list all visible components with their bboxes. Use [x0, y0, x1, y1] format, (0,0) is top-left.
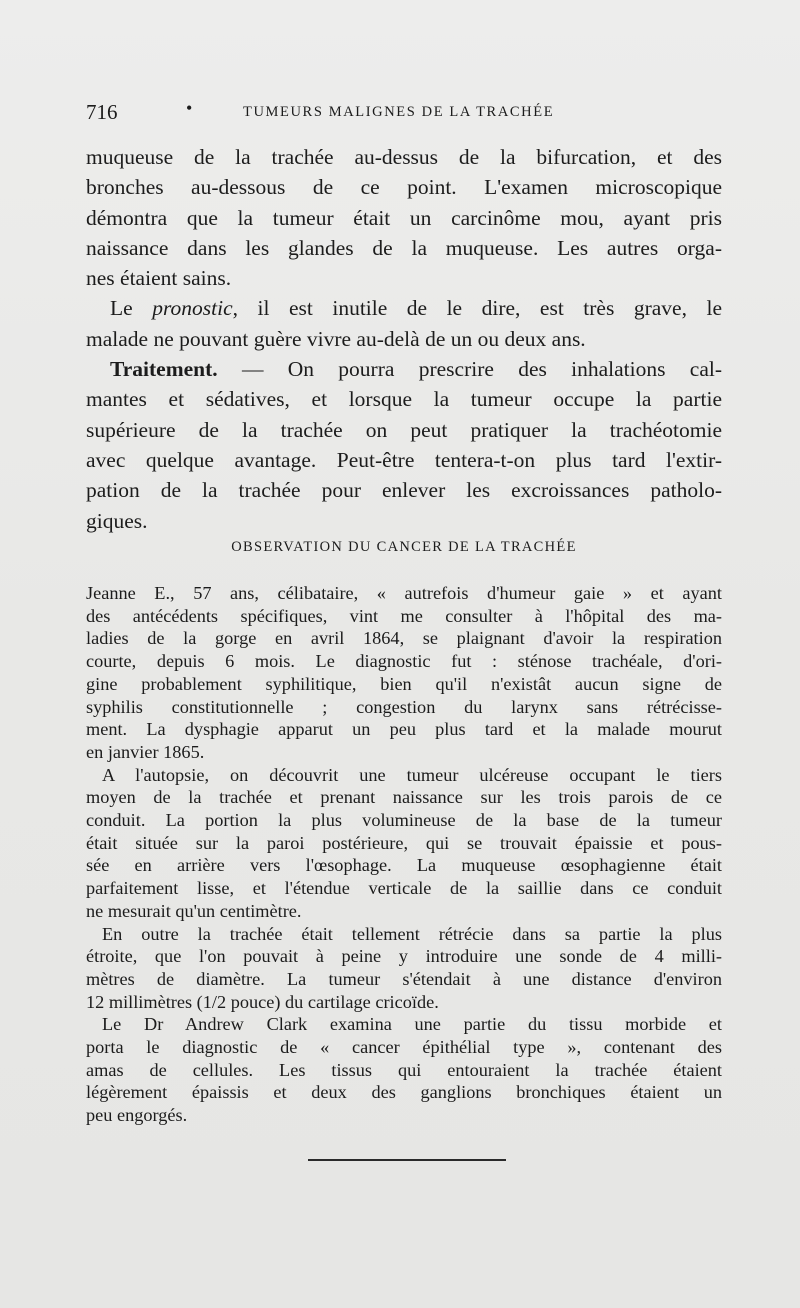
observation-title: OBSERVATION DU CANCER DE LA TRACHÉE	[231, 539, 577, 555]
text-line: était située sur la paroi postérieure, qui se trouvait épaissie et pous-	[86, 832, 722, 853]
text-line: légèrement épaissis et deux des ganglions bronchiques étaient un	[86, 1082, 722, 1103]
text-line: amas de cellules. Les tissus qui entouraient la trachée étaient	[86, 1059, 722, 1080]
text-line: ladies de la gorge en avril 1864, se plaignant d'avoir la respiration	[86, 628, 722, 649]
section-heading-treatment: Traitement.	[110, 357, 218, 382]
main-text	[86, 142, 722, 536]
paragraph-prognosis	[86, 293, 722, 354]
paragraph-treatment	[86, 354, 722, 536]
text-line: mètres de diamètre. La tumeur s'étendait à une distance d'environ	[86, 968, 722, 989]
page-header	[86, 100, 720, 124]
text-line: avec quelque avantage. Peut-être tentera-t-on plus tard l'extir-	[86, 447, 722, 472]
text-line: courte, depuis 6 mois. Le diagnostic fut : sténose trachéale, d'ori-	[86, 651, 722, 672]
observation-paragraph-case	[86, 582, 722, 764]
text-line: peu engorgés.	[86, 1105, 188, 1126]
text-line: syphilis constitutionnelle ; congestion du larynx sans rétrécisse-	[86, 696, 722, 717]
text-line: étroite, que l'on pouvait à peine y introduire une sonde de 4 milli-	[86, 946, 722, 967]
text-line: supérieure de la trachée on peut pratiquer la trachéotomie	[86, 417, 722, 442]
text-line: muqueuse de la trachée au-dessus de la bifurcation, et des	[86, 145, 722, 169]
text-line: bronches au-dessous de ce point. L'examen microscopique	[86, 175, 722, 200]
text-line: parfaitement lisse, et l'étendue verticale de la saillie dans ce conduit	[86, 878, 722, 899]
page-number: 716	[86, 100, 118, 124]
observation-paragraph-diagnosis	[86, 1013, 722, 1127]
text-line: conduit. La portion la plus volumineuse de la base de la tumeur	[86, 810, 722, 831]
observation-text	[86, 582, 722, 1127]
paragraph-conclusion	[86, 142, 722, 293]
text-line: moyen de la trachée et prenant naissance sur les trois parois de ce	[86, 787, 722, 808]
observation-paragraph-stenosis	[86, 923, 722, 1014]
text-line: sée en arrière vers l'œsophage. La muqueuse œsophagienne était	[86, 855, 722, 876]
text-line: démontra que la tumeur était un carcinôme mou, ayant pris	[86, 205, 722, 230]
text-line: des antécédents spécifiques, vint me consulter à l'hôpital des ma-	[86, 605, 722, 626]
text-line: naissance dans les glandes de la muqueuse. Les autres orga-	[86, 235, 722, 260]
text-line: Le Dr Andrew Clark examina une partie du tissu morbide et	[102, 1014, 722, 1035]
text-line: porta le diagnostic de « cancer épithélial type », contenant des	[86, 1037, 722, 1058]
running-title: TUMEURS MALIGNES DE LA TRACHÉE	[243, 104, 555, 120]
text-line: 12 millimètres (1/2 pouce) du cartilage cricoïde.	[86, 991, 439, 1012]
text-fragment: , il est inutile de le dire, est très grave, le	[232, 296, 722, 321]
text-line	[86, 354, 722, 384]
section-divider	[308, 1159, 506, 1161]
text-line	[86, 293, 722, 323]
text-line: En outre la trachée était tellement rétrécie dans sa partie la plus	[102, 923, 722, 944]
text-line: Jeanne E., 57 ans, célibataire, « autrefois d'humeur gaie » et ayant	[86, 583, 722, 603]
text-fragment: — On pourra prescrire des inhalations cal-	[217, 357, 722, 382]
text-line: gine probablement syphilitique, bien qu'il n'existât aucun signe de	[86, 673, 722, 694]
header-separator: •	[186, 98, 193, 118]
text-line: malade ne pouvant guère vivre au-delà de un ou deux ans.	[86, 326, 586, 351]
text-fragment: Le	[110, 296, 153, 321]
text-line: ne mesurait qu'un centimètre.	[86, 900, 302, 921]
text-line: nes étaient sains.	[86, 266, 232, 291]
text-line: giques.	[86, 508, 148, 533]
observation-paragraph-autopsy	[86, 764, 722, 923]
text-line: pation de la trachée pour enlever les excroissances patholo-	[86, 478, 722, 503]
text-line: mantes et sédatives, et lorsque la tumeur occupe la partie	[86, 387, 722, 412]
italic-term: pronostic	[152, 296, 233, 321]
text-line: ment. La dysphagie apparut un peu plus tard et la malade mourut	[86, 719, 722, 740]
text-line: en janvier 1865.	[86, 741, 205, 762]
text-line: A l'autopsie, on découvrit une tumeur ulcéreuse occupant le tiers	[102, 764, 722, 785]
